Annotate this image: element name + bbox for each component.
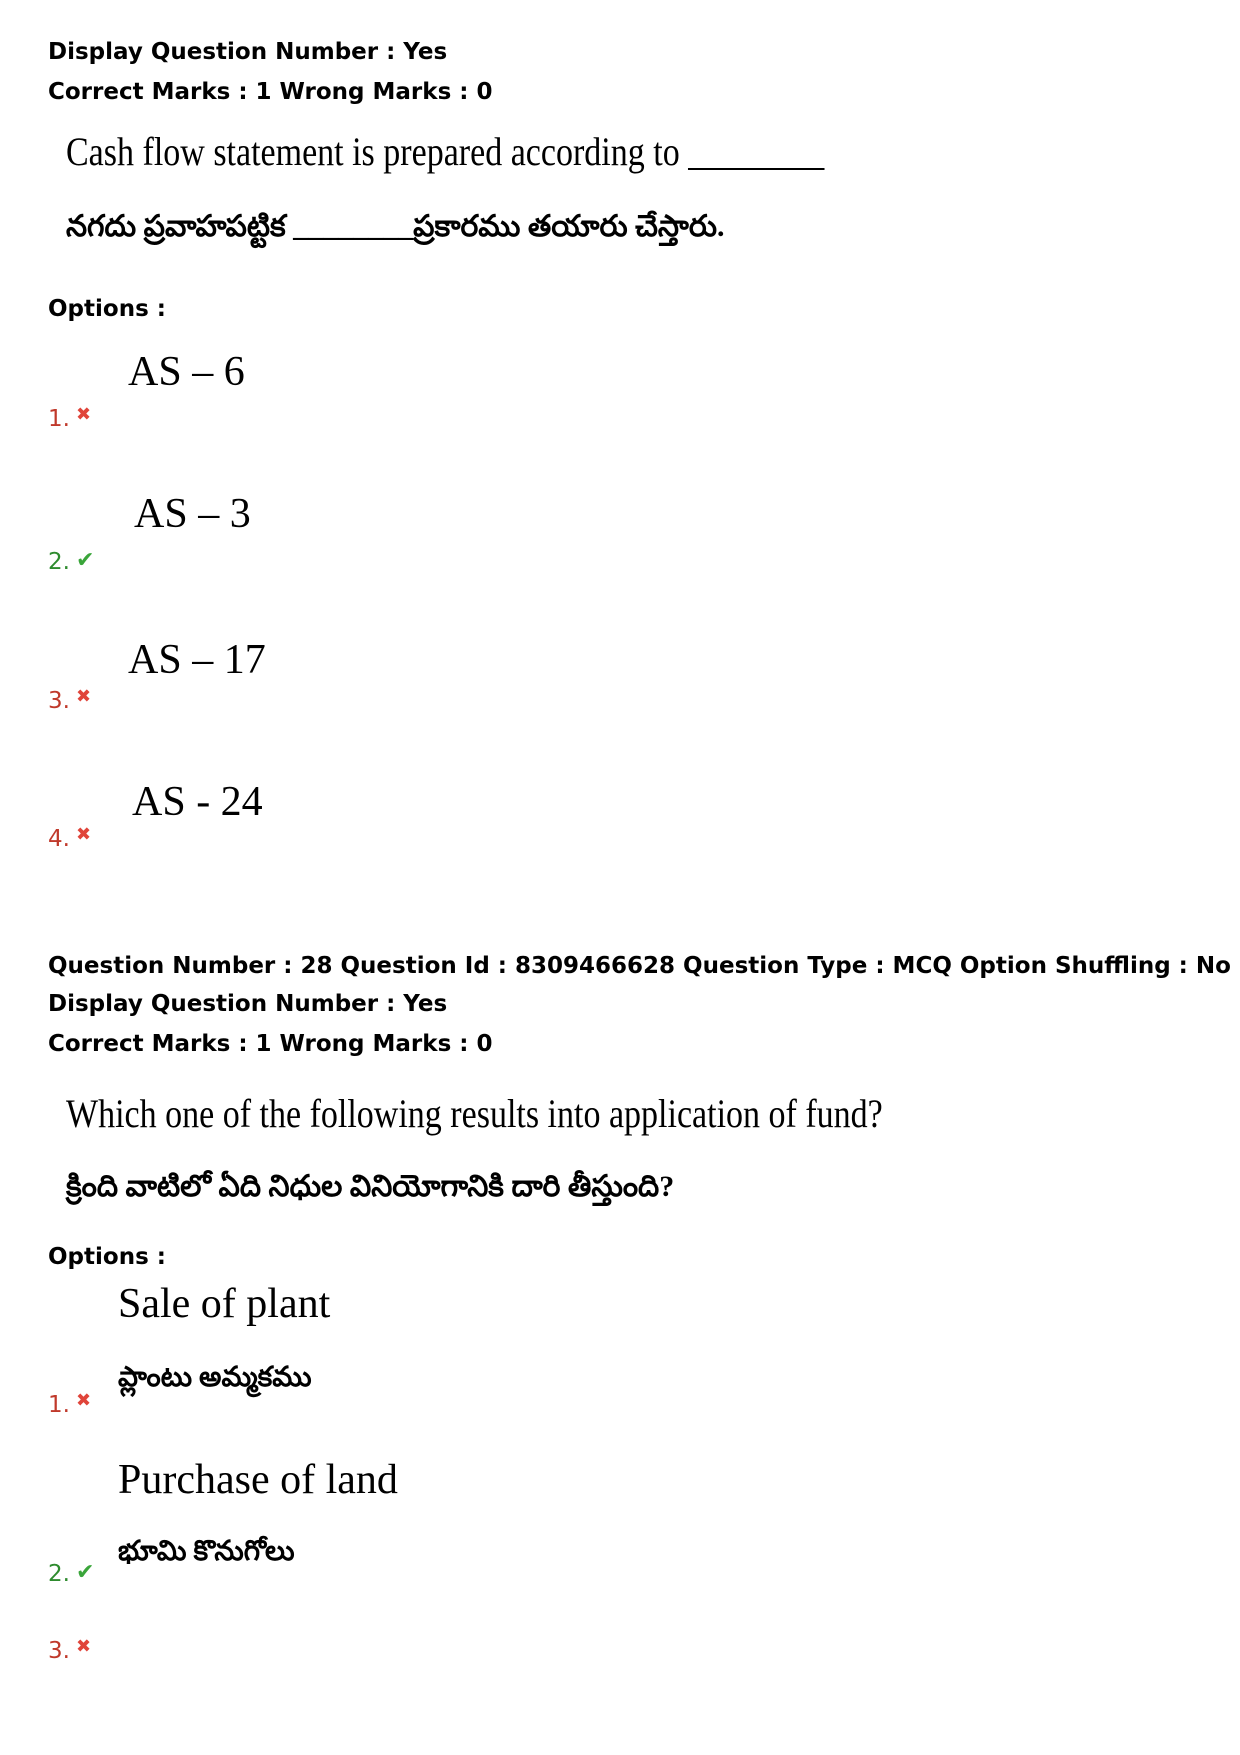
cross-icon: ✖ <box>75 404 92 425</box>
option-3-marker <box>48 1636 91 1664</box>
options-label: Options : <box>48 296 166 322</box>
option-number: 3. <box>48 688 70 714</box>
option-4-marker <box>48 824 91 852</box>
option-1-marker <box>48 1390 91 1418</box>
option-number: 1. <box>48 1392 70 1418</box>
check-icon: ✔ <box>75 1560 95 1585</box>
question-header: Question Number : 28 Question Id : 8309466628 Question Type : MCQ Option Shuffling : No <box>48 953 1231 979</box>
option-3-marker <box>48 686 91 714</box>
cross-icon: ✖ <box>75 686 92 707</box>
option-2-text: AS – 3 <box>134 491 251 537</box>
option-1-marker <box>48 404 91 432</box>
option-2-marker <box>48 548 94 575</box>
option-4-text: AS - 24 <box>132 779 263 825</box>
display-question-number: Display Question Number : Yes <box>48 39 448 65</box>
question-text-english: Cash flow statement is prepared according to ________ <box>66 129 825 174</box>
marks-info: Correct Marks : 1 Wrong Marks : 0 <box>48 1031 493 1057</box>
question-text-english: Which one of the following results into application of fund? <box>66 1091 883 1136</box>
option-1-text: Sale of plant <box>118 1281 331 1327</box>
option-3-text: AS – 17 <box>128 637 266 683</box>
option-1-text-telugu: ప్లాంటు అమ్మకము <box>118 1362 312 1393</box>
option-2-marker <box>48 1560 94 1587</box>
option-2-text: Purchase of land <box>118 1457 398 1503</box>
option-number: 2. <box>48 549 70 575</box>
check-icon: ✔ <box>75 548 95 573</box>
option-number: 4. <box>48 826 70 852</box>
cross-icon: ✖ <box>75 824 92 845</box>
option-1-text: AS – 6 <box>128 349 245 395</box>
question-text-telugu: నగదు ప్రవాహపట్టిక ________ప్రకారము తయారు చేస్తారు. <box>66 210 725 243</box>
option-number: 3. <box>48 1638 70 1664</box>
option-number: 1. <box>48 406 70 432</box>
cross-icon: ✖ <box>75 1636 92 1657</box>
marks-info: Correct Marks : 1 Wrong Marks : 0 <box>48 79 493 105</box>
option-number: 2. <box>48 1561 70 1587</box>
option-2-text-telugu: భూమి కొనుగోలు <box>118 1536 295 1567</box>
question-text-telugu: క్రింది వాటిలో ఏది నిధుల వినియోగానికి దారి తీస్తుంది? <box>66 1170 675 1203</box>
options-label: Options : <box>48 1244 166 1270</box>
display-question-number: Display Question Number : Yes <box>48 991 448 1017</box>
cross-icon: ✖ <box>75 1390 92 1411</box>
